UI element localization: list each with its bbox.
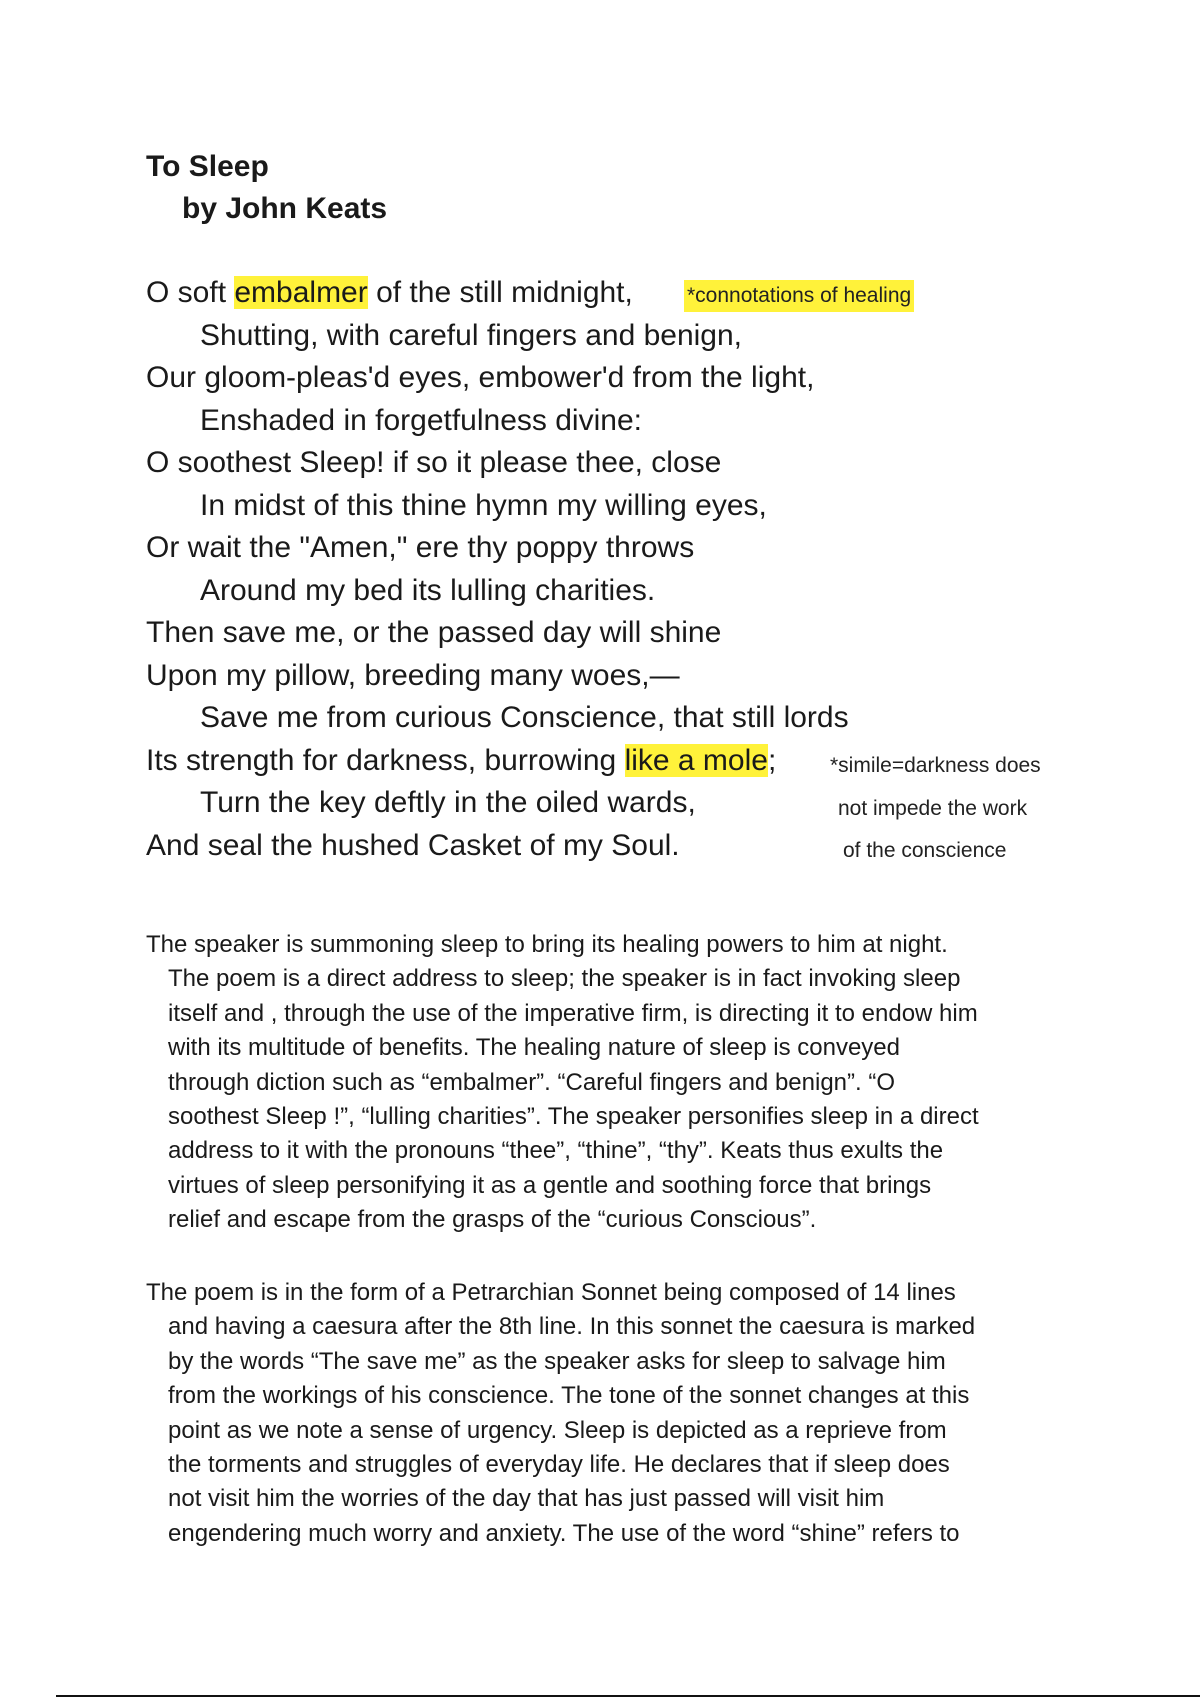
paragraph-1-line: itself and , through the use of the imperative firm, is directing it to endow him bbox=[168, 999, 978, 1027]
poem-line-4: Enshaded in forgetfulness divine: bbox=[200, 403, 642, 437]
poem-line-10: Upon my pillow, breeding many woes,— bbox=[146, 658, 680, 692]
poem-line-1-end: of the still midnight, bbox=[367, 276, 633, 309]
poem-line-13: Turn the key deftly in the oiled wards, bbox=[200, 786, 696, 819]
paragraph-1-line: The speaker is summoning sleep to bring its healing powers to him at night. bbox=[146, 931, 948, 958]
paragraph-2-line: the torments and struggles of everyday life. He declares that if sleep does bbox=[168, 1450, 950, 1478]
paragraph-1-line: address to it with the pronouns “thee”, “thine”, “thy”. Keats thus exults the bbox=[168, 1137, 944, 1165]
highlight-like-a-mole: like a mole bbox=[624, 743, 768, 777]
poem-line-11: Save me from curious Conscience, that still lords bbox=[200, 701, 849, 734]
poem-line-12-end: ; bbox=[767, 743, 777, 777]
paragraph-2-line: and having a caesura after the 8th line. In this sonnet the caesura is marked bbox=[168, 1313, 976, 1341]
poem-line-9: Then save me, or the passed day will shine bbox=[146, 616, 722, 649]
annotation-healing: *connotations of healing bbox=[684, 280, 914, 312]
poem-line-12-start: Its strength for darkness, burrowing bbox=[146, 743, 625, 777]
paragraph-2-line: not visit him the worries of the day that has just passed will visit him bbox=[168, 1485, 885, 1513]
poem-line-14: And seal the hushed Casket of my Soul. bbox=[146, 828, 680, 862]
highlight-embalmer: embalmer bbox=[234, 276, 368, 309]
poem-line-1-start: O soft bbox=[146, 276, 235, 309]
annotation-simile-3: of the conscience bbox=[843, 839, 1007, 862]
poem-line-8: Around my bed its lulling charities. bbox=[200, 573, 656, 607]
paragraph-1-line: The poem is a direct address to sleep; the speaker is in fact invoking sleep bbox=[168, 965, 961, 993]
paragraph-2-line: from the workings of his conscience. The tone of the sonnet changes at this bbox=[168, 1382, 970, 1410]
paragraph-1-line: relief and escape from the grasps of the “curious Conscious”. bbox=[168, 1206, 817, 1234]
paragraph-2-line: by the words “The save me” as the speaker asks for sleep to salvage him bbox=[168, 1347, 946, 1375]
paragraph-2-line: The poem is in the form of a Petrarchian Sonnet being composed of 14 lines bbox=[146, 1279, 956, 1306]
analysis-paragraph-2 bbox=[146, 1276, 1066, 1551]
analysis-paragraph-1 bbox=[146, 928, 1066, 1238]
poem-line-1 bbox=[146, 272, 1146, 315]
paragraph-2-line: engendering much worry and anxiety. The use of the word “shine” refers to bbox=[168, 1519, 960, 1547]
annotation-simile-2: not impede the work bbox=[838, 797, 1028, 820]
poem-line-2: Shutting, with careful fingers and benign, bbox=[200, 318, 743, 352]
paragraph-2-line: point as we note a sense of urgency. Sleep is depicted as a reprieve from bbox=[168, 1416, 947, 1444]
page-divider bbox=[56, 1695, 1200, 1697]
poem-title: To Sleep bbox=[146, 150, 269, 183]
poem-line-6: In midst of this thine hymn my willing eyes, bbox=[200, 488, 767, 522]
paragraph-1-line: through diction such as “embalmer”. “Careful fingers and benign”. “O bbox=[168, 1068, 896, 1096]
poem-line-7: Or wait the "Amen," ere thy poppy throws bbox=[146, 531, 695, 564]
annotation-simile-1: *simile=darkness does bbox=[830, 754, 1041, 777]
paragraph-1-line: virtues of sleep personifying it as a gentle and soothing force that brings bbox=[168, 1171, 932, 1199]
poem-line-5: O soothest Sleep! if so it please thee, close bbox=[146, 446, 722, 479]
paragraph-1-line: with its multitude of benefits. The healing nature of sleep is conveyed bbox=[168, 1034, 900, 1062]
poem-line-3: Our gloom-pleas'd eyes, embower'd from the light, bbox=[146, 361, 815, 394]
paragraph-1-line: soothest Sleep !”, “lulling charities”. The speaker personifies sleep in a direct bbox=[168, 1102, 979, 1130]
poem-author: by John Keats bbox=[182, 192, 388, 225]
